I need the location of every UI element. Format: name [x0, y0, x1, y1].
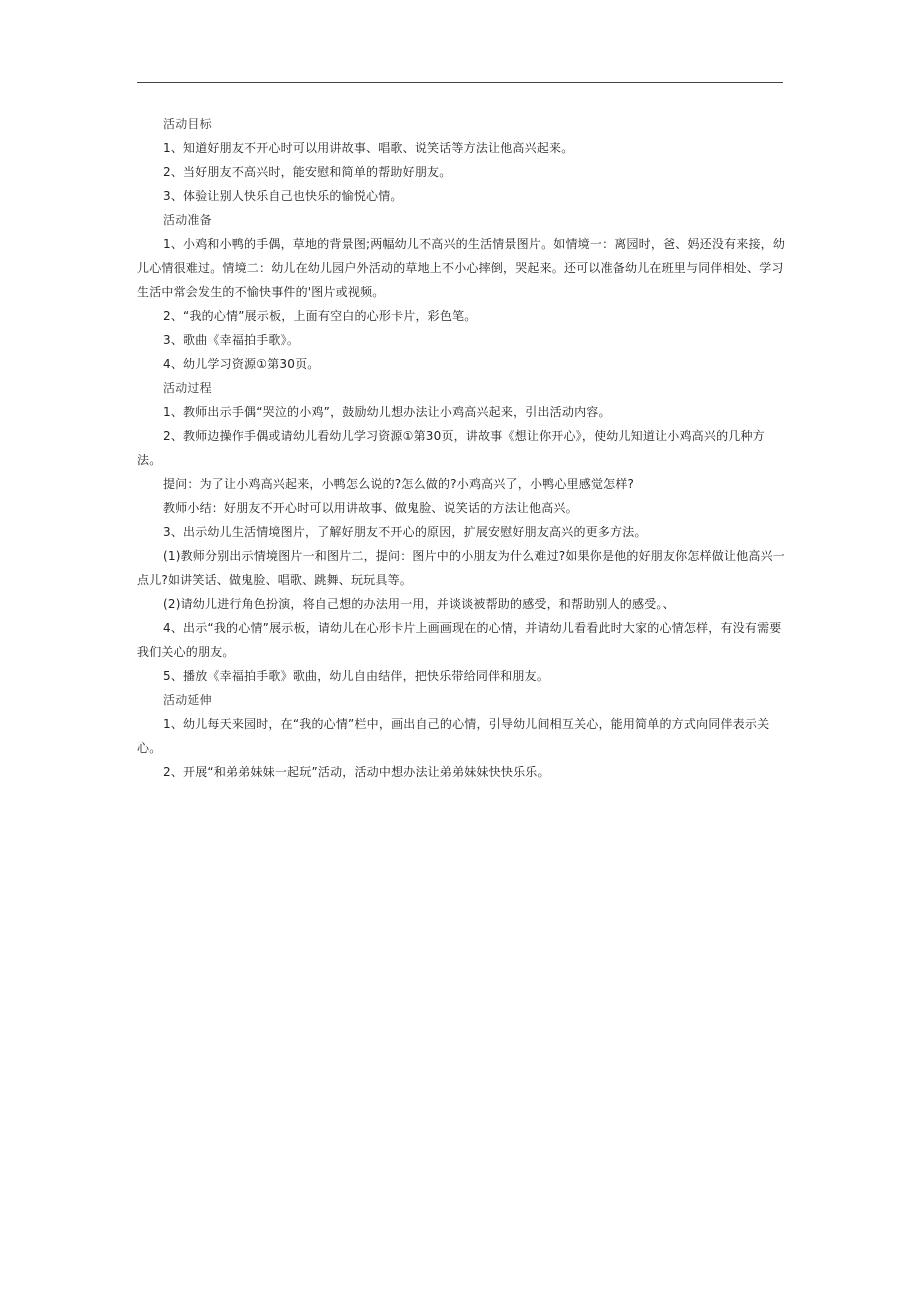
section-heading-goals: 活动目标 [163, 117, 212, 131]
document-body [137, 112, 787, 784]
paragraph: 1、幼儿每天来园时，在“我的心情”栏中，画出自己的心情，引导幼儿间相互关心，能用简单的方式向同伴表示关心。 [137, 717, 770, 755]
paragraph: (2)请幼儿进行角色扮演，将自己想的办法用一用，并谈谈被帮助的感受，和帮助别人的感受。、 [163, 597, 675, 611]
header-rule [137, 82, 783, 83]
paragraph: 1、小鸡和小鸭的手偶，草地的背景图;两幅幼儿不高兴的生活情景图片。如情境一：离园时，爸、妈还没有来接，幼儿心情很难过。情境二：幼儿在幼儿园户外活动的草地上不小心摔倒，哭起来。还可以准备幼儿在班里与同伴相处、学习生活中常会发生的不愉快事件的'图片或视频。 [137, 237, 786, 299]
paragraph: 2、教师边操作手偶或请幼儿看幼儿学习资源①第30页，讲故事《想让你开心》，使幼儿知道让小鸡高兴的几种方法。 [137, 429, 765, 467]
paragraph: 5、播放《幸福拍手歌》歌曲，幼儿自由结伴，把快乐带给同伴和朋友。 [163, 669, 550, 683]
paragraph: (1)教师分别出示情境图片一和图片二，提问：图片中的小朋友为什么难过?如果你是他的好朋友你怎样做让他高兴一点儿?如讲笑话、做鬼脸、唱歌、跳舞、玩玩具等。 [137, 549, 785, 587]
paragraph: 1、知道好朋友不开心时可以用讲故事、唱歌、说笑话等方法让他高兴起来。 [163, 141, 574, 155]
paragraph: 1、教师出示手偶“哭泣的小鸡”，鼓励幼儿想办法让小鸡高兴起来，引出活动内容。 [163, 405, 611, 419]
paragraph: 教师小结：好朋友不开心时可以用讲故事、做鬼脸、说笑话的方法让他高兴。 [163, 501, 578, 515]
paragraph: 3、出示幼儿生活情境图片，了解好朋友不开心的原因，扩展安慰好朋友高兴的更多方法。 [163, 525, 647, 539]
paragraph: 3、体验让别人快乐自己也快乐的愉悦心情。 [163, 189, 403, 203]
section-heading-process: 活动过程 [163, 381, 212, 395]
paragraph: 4、幼儿学习资源①第30页。 [163, 357, 320, 371]
paragraph: 2、开展“和弟弟妹妹一起玩”活动，活动中想办法让弟弟妹妹快快乐乐。 [163, 765, 550, 779]
paragraph: 2、“我的心情”展示板，上面有空白的心形卡片，彩色笔。 [163, 309, 477, 323]
paragraph: 3、歌曲《幸福拍手歌》。 [163, 333, 300, 347]
paragraph: 4、出示“我的心情”展示板，请幼儿在心形卡片上画画现在的心情，并请幼儿看看此时大家的心情怎样，有没有需要我们关心的朋友。 [137, 621, 782, 659]
section-heading-extension: 活动延伸 [163, 693, 212, 707]
section-heading-preparation: 活动准备 [163, 213, 212, 227]
paragraph: 2、当好朋友不高兴时，能安慰和简单的帮助好朋友。 [163, 165, 452, 179]
paragraph: 提问：为了让小鸡高兴起来，小鸭怎么说的?怎么做的?小鸡高兴了，小鸭心里感觉怎样? [163, 477, 635, 491]
